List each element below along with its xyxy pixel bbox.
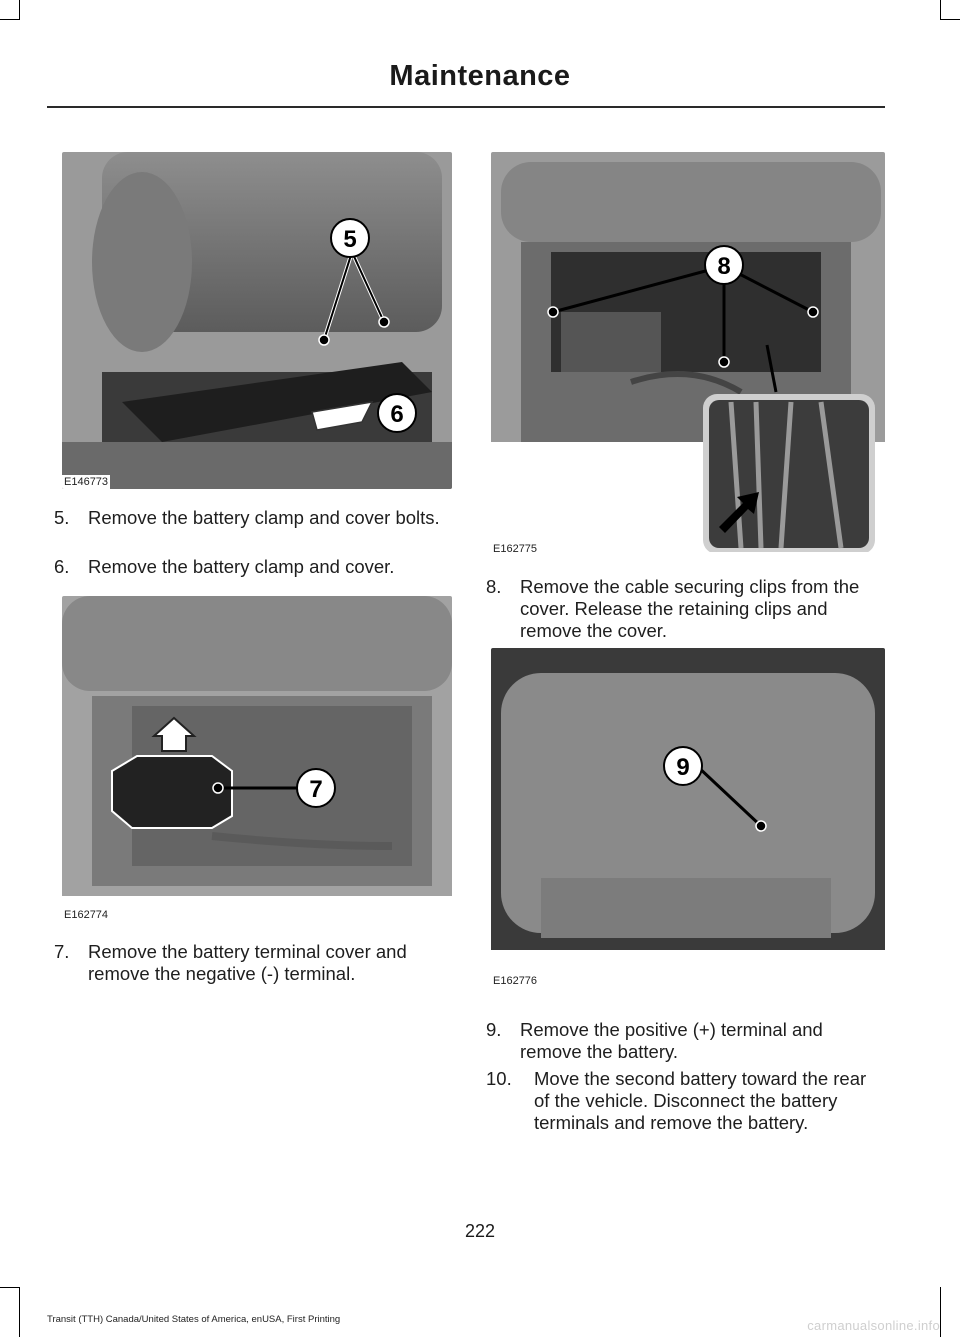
terminal-cover-illustration: [62, 596, 452, 926]
figure-code: E146773: [64, 476, 109, 488]
callout-8: [705, 246, 743, 284]
step-number: 7.: [54, 941, 70, 962]
svg-text:8: 8: [717, 253, 731, 280]
inset-detail-image: [703, 394, 875, 552]
step-7: [54, 941, 454, 985]
battery-removal-illustration: [491, 648, 885, 990]
svg-text:9: 9: [676, 754, 690, 781]
figure-code: E162774: [64, 909, 109, 921]
svg-text:7: 7: [309, 776, 323, 803]
figure-battery-clamp: [62, 152, 452, 489]
crop-mark: [19, 0, 20, 20]
step-9: [486, 1019, 886, 1063]
figure-code: E162775: [491, 542, 539, 552]
page-number: 222: [464, 1221, 496, 1241]
watermark: carmanualsonline.info: [807, 1318, 940, 1333]
step-number: 9.: [486, 1019, 502, 1040]
step-text: Remove the battery terminal cover and remove the negative (-) terminal.: [88, 941, 407, 984]
step-text: Remove the positive (+) terminal and remove the battery.: [520, 1019, 823, 1062]
callout-5: [331, 219, 369, 257]
step-number: 6.: [54, 556, 70, 577]
crop-mark: [0, 1287, 20, 1288]
step-5: [54, 507, 444, 529]
step-text: Remove the battery clamp and cover bolts.: [88, 507, 440, 528]
figure-battery-removal: [491, 648, 885, 990]
battery-cover-illustration: [491, 152, 885, 552]
publication-footer: Transit (TTH) Canada/United States of America, enUSA, First Printing: [47, 1314, 341, 1325]
crop-mark: [940, 0, 941, 20]
crop-mark: [0, 19, 20, 20]
step-number: 8.: [486, 576, 502, 597]
crop-mark: [940, 19, 960, 20]
header-rule: [47, 106, 885, 108]
step-number: 5.: [54, 507, 70, 528]
callout-7: [297, 769, 335, 807]
svg-text:6: 6: [390, 401, 404, 428]
crop-mark: [19, 1287, 20, 1337]
step-10: [486, 1068, 886, 1134]
step-8: [486, 576, 886, 642]
step-text: Remove the cable securing clips from the cover. Release the retaining clips and remove the cover.: [520, 576, 860, 641]
step-6: [54, 556, 444, 578]
figure-battery-terminal-cover: [62, 596, 452, 926]
battery-clamp-illustration: [62, 152, 452, 489]
crop-mark: [940, 1287, 941, 1337]
step-text: Remove the battery clamp and cover.: [88, 556, 395, 577]
callout-9: [664, 747, 702, 785]
callout-6: [378, 394, 416, 432]
page-title: Maintenance: [389, 60, 571, 92]
step-number: 10.: [486, 1068, 512, 1089]
svg-text:5: 5: [343, 226, 357, 253]
figure-battery-cover-clips: [491, 152, 885, 552]
step-text: Move the second battery toward the rear of the vehicle. Disconnect the battery terminals and remove the battery.: [534, 1068, 867, 1133]
figure-code: E162776: [493, 975, 538, 987]
